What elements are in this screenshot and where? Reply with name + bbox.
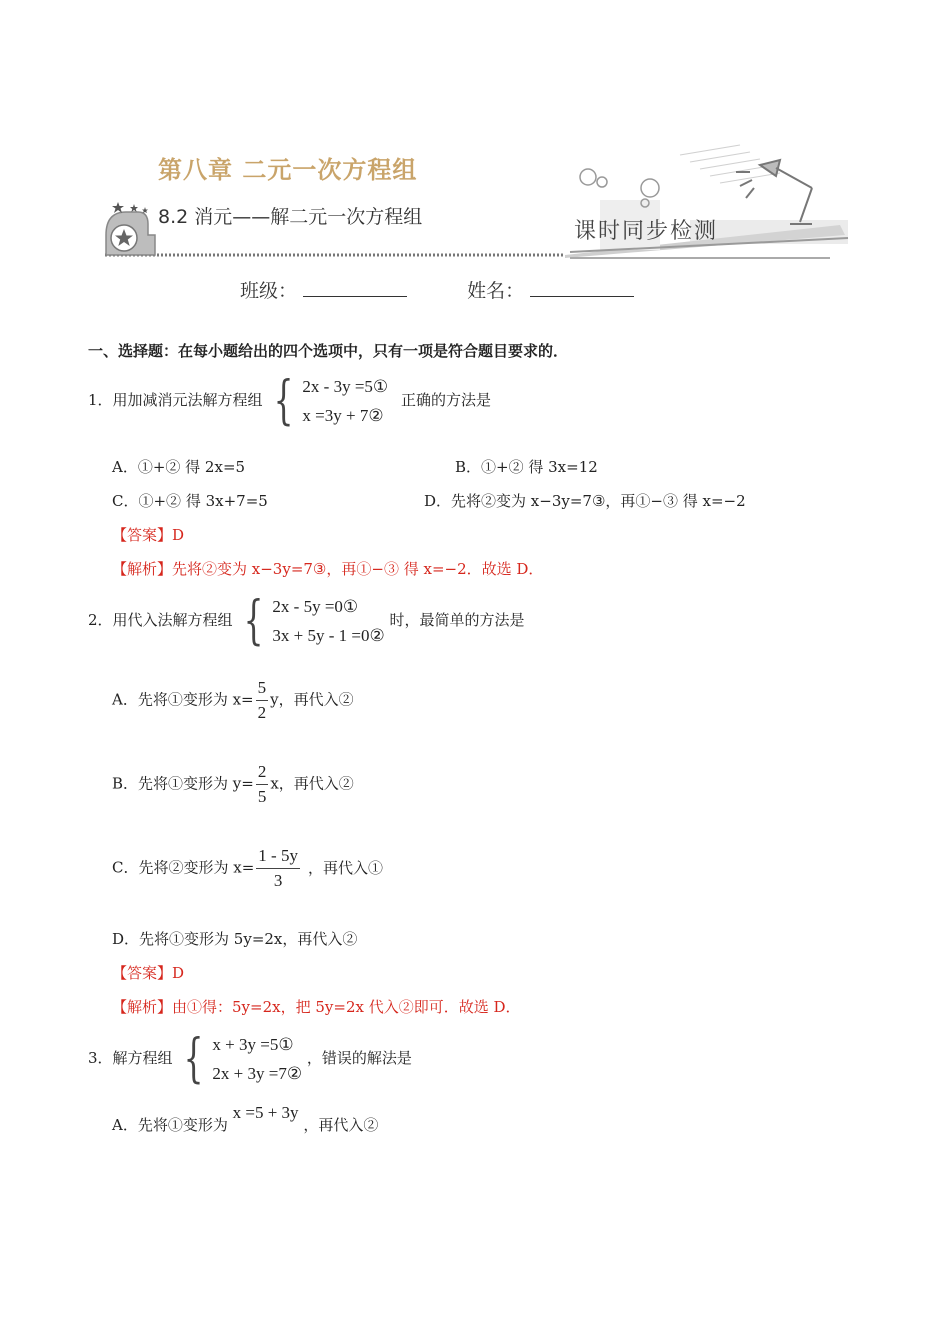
numerator: 1 - 5y (256, 844, 300, 869)
denominator: 3 (273, 871, 283, 890)
q2-option-b[interactable] (112, 760, 354, 809)
q2-eq1: 2x - 5y =0① (272, 597, 359, 616)
q3-option-a[interactable] (112, 1103, 379, 1135)
section-title: 8.2 消元——解二元一次方程组 (158, 206, 423, 228)
q2-b-fraction (256, 760, 269, 809)
q2-stem-post: 时，最简单的方法是 (389, 611, 525, 629)
star-badge-icon (106, 202, 155, 255)
q1-option-b[interactable]: B．①+② 得 3x=12 (455, 458, 598, 476)
q2-analysis: 【解析】由①得：5y=2x，把 5y=2x 代入②即可．故选 D． (112, 998, 521, 1016)
question-3-stem (88, 1030, 412, 1088)
q2-eq2: 3x + 5y - 1 =0② (272, 626, 385, 645)
denominator: 5 (257, 787, 267, 806)
q2-option-d[interactable]: D．先将①变形为 5y=2x，再代入② (112, 930, 358, 948)
brace: { (183, 1029, 204, 1089)
numerator: 2 (256, 760, 269, 785)
q2-c-post: ，再代入① (307, 858, 383, 877)
q2-b-post: x，再代入② (270, 774, 354, 793)
class-field[interactable] (303, 282, 407, 297)
q2-a-text: A．先将①变形为 x= (112, 690, 254, 709)
q2-a-fraction (256, 676, 269, 725)
numerator: 5 (256, 676, 269, 701)
q1-answer: 【答案】D (112, 526, 185, 544)
q3-eq2: 2x + 3y =7② (212, 1064, 303, 1083)
section-heading: 一、选择题：在每小题给出的四个选项中，只有一项是符合题目要求的． (88, 342, 569, 360)
q3-a-post: ，再代入② (303, 1116, 379, 1134)
q3-a-text: A．先将①变形为 (112, 1116, 228, 1134)
q2-answer: 【答案】D (112, 964, 185, 982)
q3-stem-text: 3．解方程组 (88, 1049, 173, 1067)
denominator: 2 (257, 703, 267, 722)
q3-eq1: x + 3y =5① (212, 1035, 294, 1054)
q1-eq2: x =3y + 7② (302, 406, 384, 425)
q1-eq1: 2x - 3y =5① (302, 377, 389, 396)
q2-c-fraction (256, 844, 300, 893)
chapter-title: 第八章 二元一次方程组 (158, 156, 418, 184)
q3-equation-system (177, 1030, 302, 1088)
q1-option-d[interactable]: D．先将②变为 x−3y=7③，再①−③ 得 x=−2 (424, 492, 746, 510)
q1-option-c[interactable]: C．①+② 得 3x+7=5 (112, 492, 268, 510)
q2-option-c[interactable] (112, 844, 383, 893)
q2-a-post: y，再代入② (270, 690, 354, 709)
q2-option-a[interactable] (112, 676, 354, 725)
q1-stem-post: 正确的方法是 (400, 391, 491, 409)
q2-b-text: B．先将①变形为 y= (112, 774, 254, 793)
q1-stem-text: 1．用加减消元法解方程组 (88, 391, 263, 409)
question-2-stem (88, 592, 525, 650)
badge-text: 课时同步检测 (574, 219, 719, 244)
brace: { (273, 371, 294, 431)
class-name-line (240, 276, 634, 303)
q1-analysis: 【解析】先将②变为 x−3y=7③，再①−③ 得 x=−2．故选 D． (112, 560, 544, 578)
name-field[interactable] (530, 282, 634, 297)
question-1-stem (88, 372, 491, 430)
q2-c-text: C．先将②变形为 x= (112, 858, 255, 877)
q1-option-a[interactable]: A．①+② 得 2x=5 (112, 458, 246, 476)
class-label: 班级： (240, 280, 298, 302)
q3-stem-post: ，错误的解法是 (306, 1049, 412, 1067)
name-label: 姓名： (467, 280, 525, 302)
q2-stem-text: 2．用代入法解方程组 (88, 611, 233, 629)
brace: { (243, 591, 264, 651)
q1-equation-system (267, 372, 388, 430)
q2-equation-system (237, 592, 384, 650)
q3-a-expression: x =5 + 3y (232, 1103, 299, 1122)
